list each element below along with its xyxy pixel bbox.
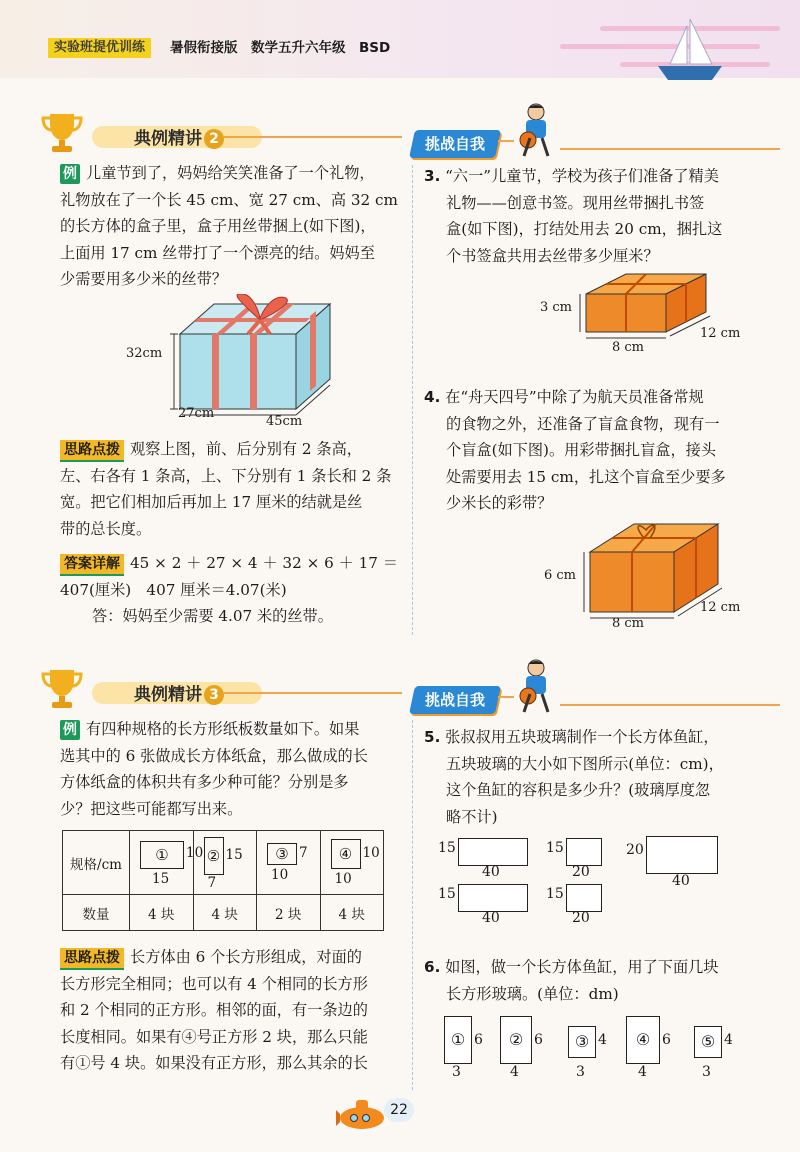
- challenge-badge: 挑战自我: [409, 130, 501, 158]
- glass-piece: [646, 836, 718, 874]
- q6-piece-height: 6: [474, 1032, 483, 1048]
- q6-piece: ③: [568, 1026, 596, 1058]
- section-title-text: 典例精讲: [134, 129, 202, 149]
- q6-piece-height: 4: [598, 1032, 607, 1048]
- section-number-badge: 3: [204, 685, 224, 705]
- count-cell: 4 块: [320, 895, 384, 931]
- question-3-text: 3. “六一”儿童节，学校为孩子们准备了精美 礼物——创意书签。现用丝带捆扎书签 盒(如下图)，打结处用去 20 cm，捆扎这 个书签盒共用去丝带多少厘米？: [424, 167, 723, 265]
- question-5-text: 5. 张叔叔用五块玻璃制作一个长方体鱼缸， 五块玻璃的大小如下图所示(单位：cm)， 这个鱼缸的容积是多少升？(玻璃厚度忽 略不计): [424, 728, 724, 826]
- section-title: [134, 124, 224, 149]
- glass-height: 15: [438, 886, 456, 902]
- blind-box-height-label: 6 cm: [544, 568, 577, 583]
- glass-width: 20: [572, 864, 590, 880]
- count-row-header: 数量: [63, 895, 130, 931]
- glass-height: 15: [546, 886, 564, 902]
- section-3-header: [40, 664, 400, 708]
- hint-tag: 思路点拨: [60, 440, 124, 462]
- section-title-text: 典例精讲: [134, 685, 202, 705]
- example-3-text: 例 有四种规格的长方形纸板数量如下。如果 选其中的 6 张做成长方体纸盒，那么做成的长 方体纸盒的体积共有多少种可能？分别是多 少？把这些可能都写出来。: [60, 720, 368, 818]
- glass-width: 40: [672, 873, 690, 889]
- q6-piece-width: 3: [452, 1064, 461, 1080]
- q6-piece-height: 6: [662, 1032, 671, 1048]
- gift-width-label: 27cm: [178, 406, 215, 421]
- glass-width: 40: [482, 864, 500, 880]
- question-6-text: 6. 如图，做一个长方体鱼缸，用了下面几块 长方形玻璃。(单位：dm): [424, 958, 719, 1003]
- hint-2-text: 思路点拨 观察上图，前、后分别有 2 条高， 左、右各有 1 条高，上、下分别有 1 条长和 2 条 宽。把它们相加后再加上 17 厘米的结就是丝 带的总长度。: [60, 440, 392, 538]
- count-cell: 4 块: [193, 895, 257, 931]
- section-2-header: [40, 108, 400, 152]
- q6-piece-width: 4: [638, 1064, 647, 1080]
- glass-piece: [566, 884, 602, 912]
- divider-line: [498, 140, 514, 142]
- page-number: 22: [384, 1098, 414, 1122]
- gift-height-label: 32cm: [126, 346, 163, 361]
- hint-tag: 思路点拨: [60, 948, 124, 970]
- q6-piece-width: 3: [576, 1064, 585, 1080]
- example-tag: 例: [60, 720, 80, 740]
- question-4-text: 4. 在“舟天四号”中除了为航天员准备常规 的食物之外，还准备了盲盒食物，现有一 个盲盒(如下图)。用彩带捆扎盲盒，接头 处需要用去 15 cm，扎这个盲盒至少要多 少米长的彩带？: [424, 388, 726, 512]
- hint-3-text: 思路点拨 长方体由 6 个长方形组成，对面的 长方形完全相同；也可以有 4 个相同的长方形 和 2 个相同的正方形。相邻的面，有一条边的 长度相同。如果有④号正方形 2 块，那么只能 有①号 4 块。如果没有正方形，那么其余的长: [60, 948, 368, 1072]
- submarine-icon: [336, 1094, 388, 1132]
- sailboat-icon: [650, 14, 730, 84]
- challenge-badge: 挑战自我: [409, 686, 501, 714]
- q6-piece-height: 4: [724, 1032, 733, 1048]
- glass-height: 15: [438, 840, 456, 856]
- trophy-icon: [40, 110, 84, 154]
- section-number-badge: 2: [204, 129, 224, 149]
- q6-piece-height: 6: [534, 1032, 543, 1048]
- glass-width: 40: [482, 910, 500, 926]
- gift-length-label: 45cm: [266, 414, 303, 429]
- series-label: 实验班提优训练: [48, 38, 151, 58]
- glass-height: 20: [626, 842, 644, 858]
- q6-piece: ④: [626, 1016, 660, 1064]
- section-title: [134, 680, 224, 705]
- gift-box-figure: [120, 294, 370, 429]
- q6-piece: ①: [444, 1016, 472, 1064]
- q6-piece-width: 4: [510, 1064, 519, 1080]
- spec-cell-1: ① 10 15: [130, 831, 194, 895]
- count-cell: 4 块: [130, 895, 194, 931]
- column-divider: [412, 720, 413, 1090]
- spec-cell-4: ④ 10 10: [320, 831, 384, 895]
- bookmark-length-label: 8 cm: [612, 340, 645, 355]
- glass-width: 20: [572, 910, 590, 926]
- glass-piece: [458, 884, 528, 912]
- q6-piece: ②: [500, 1016, 532, 1064]
- glass-piece: [458, 838, 528, 866]
- count-cell: 2 块: [257, 895, 321, 931]
- q6-piece-width: 3: [702, 1064, 711, 1080]
- spec-cell-3: ③ 7 10: [257, 831, 321, 895]
- bookmark-height-label: 3 cm: [540, 300, 573, 315]
- spec-cell-2: ② 15 7: [193, 831, 257, 895]
- divider-line: [224, 692, 402, 694]
- trophy-icon: [40, 666, 84, 710]
- basketball-player-icon: [514, 102, 558, 158]
- spec-table: [62, 830, 384, 931]
- answer-2-text: 答案详解 45 × 2 ＋ 27 × 4 ＋ 32 × 6 ＋ 17 ＝ 407(厘米) 407 厘米＝4.07(米) 答：妈妈至少需要 4.07 米的丝带。: [60, 554, 398, 625]
- bookmark-width-label: 12 cm: [700, 326, 741, 341]
- book-title: 暑假衔接版 数学五升六年级 BSD: [170, 40, 391, 56]
- glass-height: 15: [546, 840, 564, 856]
- divider-line: [560, 704, 780, 706]
- divider-line: [560, 148, 780, 150]
- bookmark-box-figure: [570, 270, 750, 360]
- example-tag: 例: [60, 164, 80, 184]
- divider-line: [224, 136, 402, 138]
- answer-tag: 答案详解: [60, 554, 124, 576]
- divider-line: [498, 696, 514, 698]
- column-divider: [412, 165, 413, 635]
- example-2-text: 例 儿童节到了，妈妈给笑笑准备了一个礼物， 礼物放在了一个长 45 cm、宽 27 cm、高 32 cm 的长方体的盒子里，盒子用丝带捆上(如下图)， 上面用 17 cm 丝带打了一个漂亮的结。妈妈至 少需要用多少米的丝带？: [60, 164, 398, 288]
- blind-box-length-label: 8 cm: [612, 616, 645, 631]
- blind-box-width-label: 12 cm: [700, 600, 741, 615]
- spec-row-header: 规格/cm: [63, 831, 130, 895]
- q6-piece: ⑤: [694, 1026, 722, 1058]
- glass-piece: [566, 838, 602, 866]
- basketball-player-icon: [514, 658, 558, 714]
